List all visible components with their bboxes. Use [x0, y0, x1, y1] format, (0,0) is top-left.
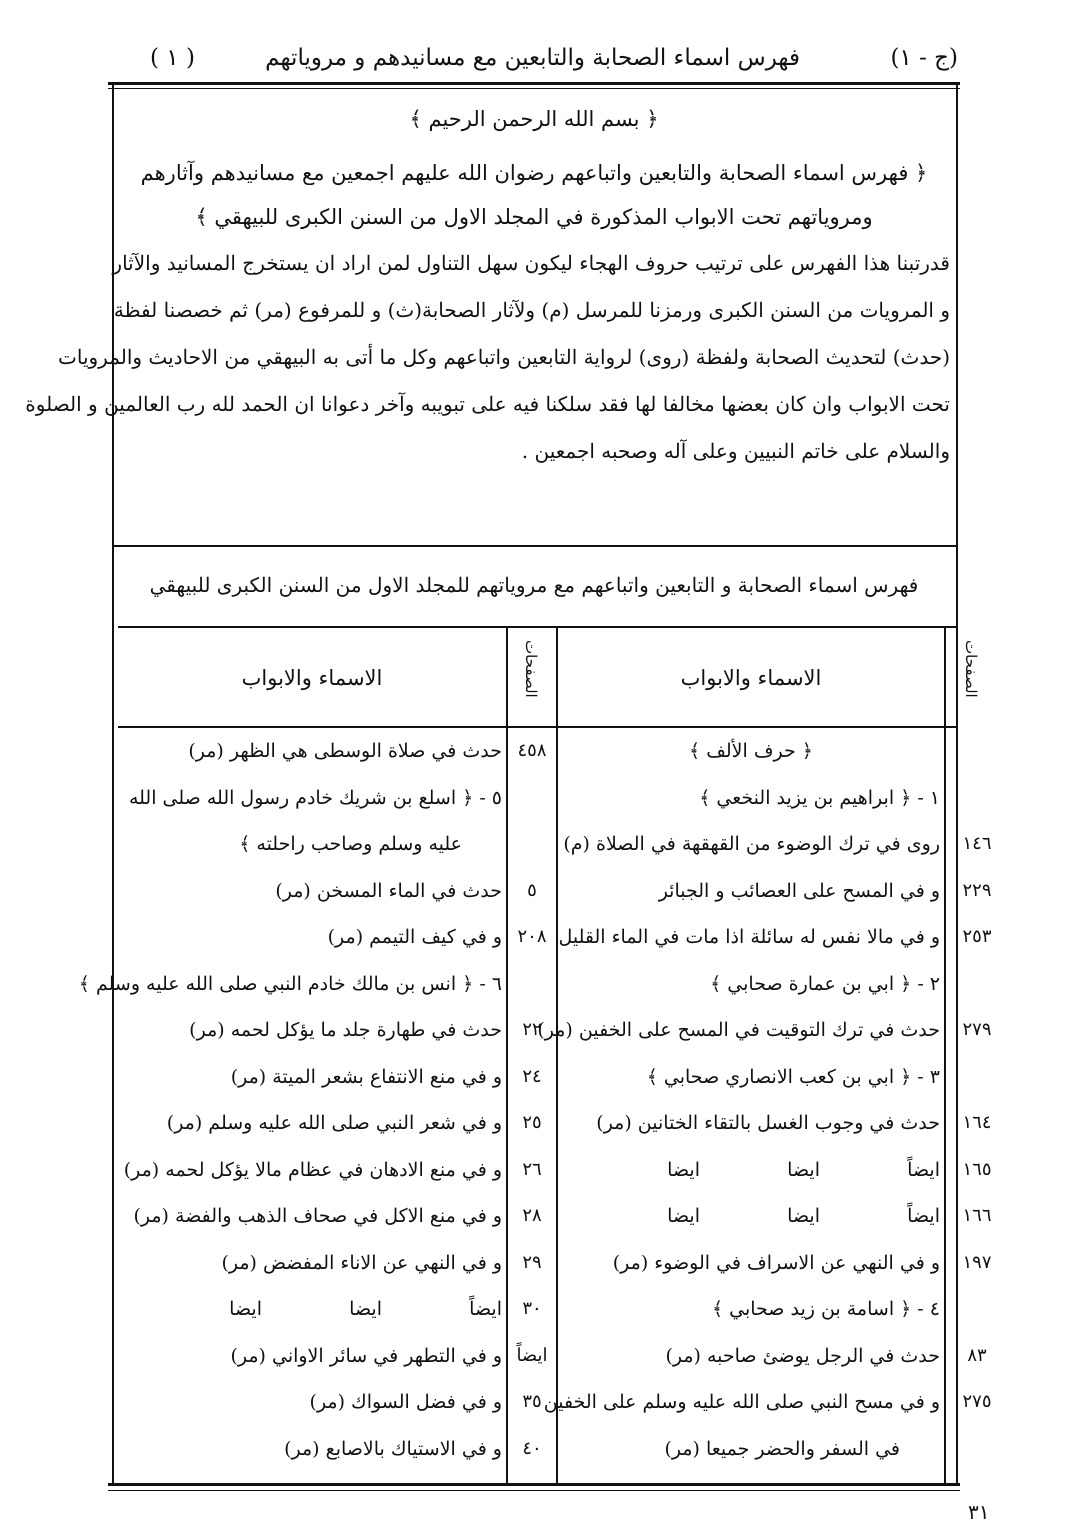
page-number: ٢٨ — [522, 1205, 542, 1226]
entry-text: حدث في الماء المسخن (مر) — [275, 879, 502, 902]
page-number: ٣٥ — [522, 1391, 542, 1412]
entry-text: ٦ - ﴿ انس بن مالك خادم النبي صلى الله عليه وسلم ﴾ — [78, 972, 502, 995]
page-number: ٢٧٩ — [962, 1019, 992, 1040]
intro-heading-line2: ومروياتهم تحت الابواب المذكورة في المجلد الاول من السنن الكبرى للبيهقي ﴾ — [195, 205, 873, 229]
repeat-mark: ايضا — [349, 1298, 382, 1320]
page-number: ٢٠٨ — [517, 926, 547, 947]
entry-text: روى في ترك الوضوء من القهقهة في الصلاة (م) — [563, 833, 940, 855]
footer-page-number: ٣١ — [968, 1500, 990, 1524]
entry-text: حدث في الرجل يوضئ صاحبه (مر) — [665, 1344, 940, 1367]
table-top-rule — [118, 626, 958, 628]
page-number: ٢٦ — [522, 1158, 542, 1180]
entry-text: في السفر والحضر جميعا (مر) — [664, 1437, 900, 1460]
basmala: ﴿ بسم الله الرحمن الرحيم ﴾ — [409, 107, 659, 131]
entry-text: عليه وسلم وصاحب راحلته ﴾ — [239, 833, 462, 855]
entry-text: و في منع الانتفاع بشعر الميتة (مر) — [230, 1065, 502, 1088]
page-number: ٥ — [527, 879, 537, 901]
entry-text: ٢ - ﴿ ابي بن عمارة صحابي ﴾ — [710, 972, 940, 995]
entry-text: و في مالا نفس له سائلة اذا مات في الماء القليل — [558, 926, 940, 948]
entry-text: و في النهي عن الاناء المفضض (مر) — [221, 1251, 502, 1274]
entry-text: ٥ - ﴿ اسلع بن شريك خادم رسول الله صلى الله — [128, 786, 502, 809]
entry-text: و في مسح النبي صلى الله عليه وسلم على الخفين — [543, 1391, 940, 1413]
bottom-rule-thin — [108, 1490, 960, 1491]
intro-paragraph-line: والسلام على خاتم النبيين وعلى آله وصحبه اجمعين . — [521, 439, 950, 463]
pages-header-right: الصفحات — [962, 640, 980, 698]
page-number: ٢٥٣ — [962, 926, 992, 947]
page-number: ٤٠ — [522, 1437, 542, 1459]
table-title: فهرس اسماء الصحابة و التابعين واتباعهم مع مروياتهم للمجلد الاول من السنن الكبرى للبيهقي — [149, 573, 919, 597]
entry-text: و في شعر النبي صلى الله عليه وسلم (مر) — [166, 1112, 502, 1134]
page-number: ٢٢ — [522, 1019, 542, 1040]
running-title: فهرس اسماء الصحابة والتابعين مع مسانيدهم و مروياتهم — [265, 45, 800, 71]
entry-text: و في الاستياك بالاصابع (مر) — [284, 1437, 502, 1460]
entry-text: ٤ - ﴿ اسامة بن زيد صحابي ﴾ — [711, 1298, 940, 1320]
page-number: ٢٩ — [522, 1251, 542, 1273]
table-header-rule — [118, 726, 958, 728]
entry-text: و في المسح على العصائب و الجبائر — [658, 879, 940, 902]
entry-text: حدث في وجوب الغسل بالتقاء الختانين (مر) — [596, 1112, 940, 1134]
pages-header-left: الصفحات — [522, 640, 540, 698]
page-number: ٢٧٥ — [962, 1391, 992, 1412]
repeat-mark: ايضا — [667, 1205, 700, 1227]
repeat-mark: ايضا — [667, 1158, 700, 1181]
page-number: ٢٥ — [522, 1112, 542, 1133]
entry-text: و في منع الادهان في عظام مالا يؤكل لحمه (مر) — [123, 1158, 502, 1181]
page-label: ( ١ ) — [150, 45, 195, 71]
page-number: ١٩٧ — [962, 1251, 992, 1273]
intro-paragraph-line: و المرويات من السنن الكبرى ورمزنا للمرسل (م) ولآثار الصحابة(ث) و للمرفوع (مر) ثم خصصنا لفظة — [113, 298, 950, 322]
page-number: ١٦٥ — [962, 1158, 992, 1180]
names-header-left: الاسماء والابواب — [241, 666, 383, 690]
intro-divider — [112, 545, 958, 547]
top-rule-thin — [108, 88, 960, 89]
entry-text: و في التطهر في سائر الاواني (مر) — [230, 1344, 502, 1367]
entry-text: ايضاً — [907, 1158, 940, 1181]
col-divider-b — [556, 626, 558, 1483]
intro-paragraph-line: تحت الابواب وان كان بعضها مخالفا لها فقد سلكنا فيه على تبويبه وآخر دعوانا ان الحمد لله رب العالمين و الصلوة — [25, 392, 950, 416]
page-number: ٢٢٩ — [962, 879, 992, 901]
page-number: ١٦٦ — [962, 1205, 992, 1226]
intro-heading-line1: ﴿ فهرس اسماء الصحابة والتابعين واتباعهم رضوان الله عليهم اجمعين مع مسانيدهم وآثارهم — [140, 161, 928, 185]
volume-label: (ج - ١) — [890, 45, 958, 71]
entry-text: ﴿ حرف الألف ﴾ — [689, 740, 813, 762]
page-number: ٨٣ — [967, 1344, 987, 1366]
intro-paragraph-line: قدرتبنا هذا الفهرس على ترتيب حروف الهجاء ليكون سهل التناول لمن اراد ان يستخرج المسانيد والآثار — [112, 251, 950, 275]
entry-text: ٣ - ﴿ ابي بن كعب الانصاري صحابي ﴾ — [646, 1065, 940, 1088]
repeat-mark: ايضا — [787, 1158, 820, 1181]
bottom-rule-thick — [108, 1483, 960, 1486]
repeat-mark: ايضا — [787, 1205, 820, 1227]
entry-text: ايضاً — [907, 1205, 940, 1227]
entry-text: حدث في طهارة جلد ما يؤكل لحمه (مر) — [189, 1019, 502, 1041]
entry-text: و في كيف التيمم (مر) — [327, 926, 502, 948]
page-number: ايضاً — [516, 1344, 548, 1366]
top-rule-thick — [108, 82, 960, 85]
names-header-right: الاسماء والابواب — [680, 666, 822, 690]
entry-text: و في منع الاكل في صحاف الذهب والفضة (مر) — [133, 1205, 502, 1227]
entry-text: ايضاً — [469, 1298, 502, 1320]
entry-text: و في النهي عن الاسراف في الوضوء (مر) — [612, 1251, 940, 1274]
page-number: ١٦٤ — [962, 1112, 992, 1133]
entry-text: حدث في صلاة الوسطى هي الظهر (مر) — [188, 740, 502, 762]
entry-text: حدث في ترك التوقيت في المسح على الخفين (مر) — [537, 1019, 940, 1041]
repeat-mark: ايضا — [229, 1298, 262, 1320]
intro-paragraph-line: (حدث) لتحديث الصحابة ولفظة (روى) لرواية التابعين واتباعهم وكل ما أتى به البيهقي من الاحاديث والمرويات — [58, 345, 950, 369]
page-number: ١٤٦ — [962, 833, 992, 854]
page-number: ٢٤ — [522, 1065, 542, 1087]
page-number: ٤٥٨ — [517, 740, 547, 761]
entry-text: و في فضل السواك (مر) — [309, 1391, 502, 1413]
entry-text: ١ - ﴿ ابراهيم بن يزيد النخعي ﴾ — [699, 786, 940, 809]
page-number: ٣٠ — [522, 1298, 542, 1319]
